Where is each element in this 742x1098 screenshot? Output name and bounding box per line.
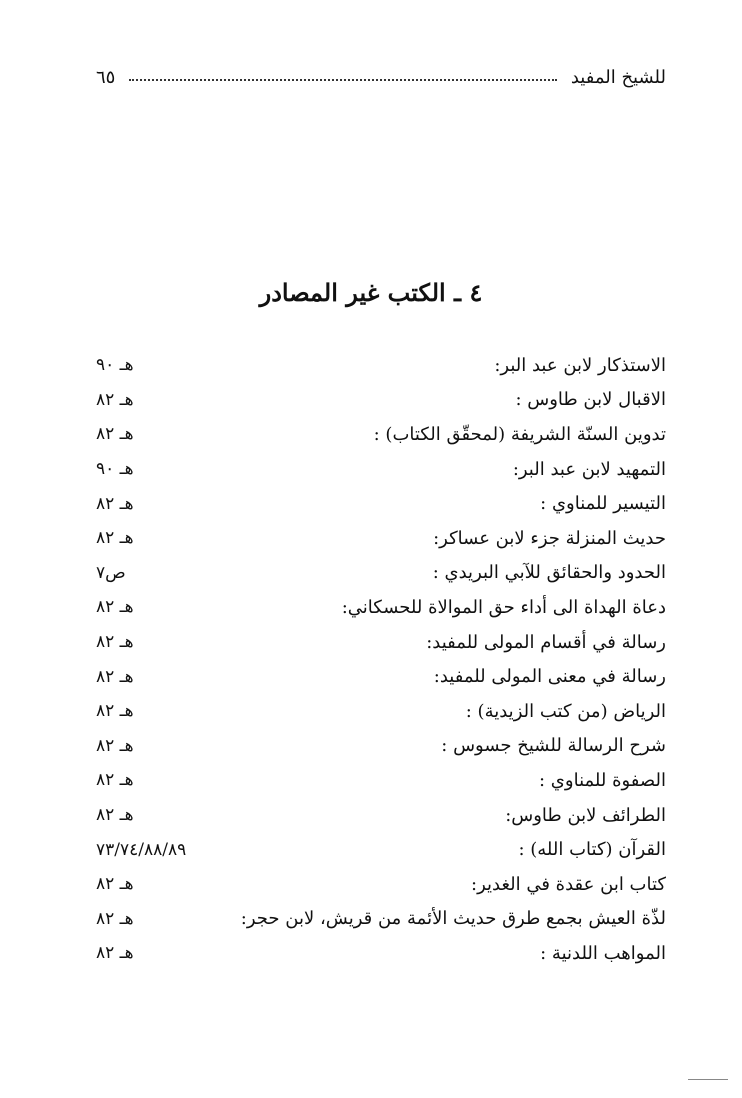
book-title: الرياض (من كتب الزيدية) : [465,700,666,722]
list-item [96,763,666,798]
page-reference: هـ ٨٢ [96,389,134,410]
book-title: كتاب ابن عقدة في الغدير: [471,873,666,895]
page-reference: هـ ٩٠ [96,355,134,376]
list-item [96,452,666,487]
dot-leader [129,79,557,81]
book-list [96,348,666,971]
book-title: الحدود والحقائق للآبي البريدي : [432,562,666,584]
running-header [96,62,666,92]
list-item [96,625,666,660]
page-reference: هـ ٨٢ [96,770,134,791]
page-edge-rule [688,1079,728,1080]
book-title: التيسير للمناوي : [540,493,666,515]
list-item [96,590,666,625]
list-item [96,798,666,833]
running-title: للشيخ المفيد [570,66,666,88]
page-reference: ٧٣/٧٤/٨٨/٨٩ [96,839,187,860]
page-reference: هـ ٨٢ [96,528,134,549]
list-item [96,417,666,452]
book-title: رسالة في أقسام المولى للمفيد: [426,631,666,653]
page-reference: هـ ٨٢ [96,805,134,826]
page-reference: هـ ٩٠ [96,459,134,480]
list-item [96,556,666,591]
list-item [96,659,666,694]
book-title: القرآن (كتاب الله) : [518,839,666,861]
list-item [96,936,666,971]
book-title: حديث المنزلة جزء لابن عساكر: [433,527,666,549]
book-title: دعاة الهداة الى أداء حق الموالاة للحسكاني: [341,596,666,618]
page-reference: هـ ٨٢ [96,943,134,964]
book-title: المواهب اللدنية : [540,942,666,964]
page-reference: ص٧ [96,562,126,583]
section-heading: ٤ ـ الكتب غير المصادر [259,278,483,307]
list-item [96,694,666,729]
book-title: الطرائف لابن طاوس: [505,804,666,826]
page-number: ٦٥ [96,66,116,88]
list-item [96,902,666,937]
page-reference: هـ ٨٢ [96,701,134,722]
list-item [96,486,666,521]
book-title: الاستذكار لابن عبد البر: [494,354,666,376]
book-title: الصفوة للمناوي : [539,769,666,791]
page-reference: هـ ٨٢ [96,874,134,895]
page-reference: هـ ٨٢ [96,908,134,929]
book-title: تدوين السنّة الشريفة (لمحقّق الكتاب) : [373,423,666,445]
list-item [96,832,666,867]
page-reference: هـ ٨٢ [96,632,134,653]
page-reference: هـ ٨٢ [96,735,134,756]
list-item [96,521,666,556]
book-title: رسالة في معنى المولى للمفيد: [433,666,666,688]
book-title: لذّة العيش بجمع طرق حديث الأئمة من قريش، لابن حجر: [240,908,666,930]
page-reference: هـ ٨٢ [96,597,134,618]
list-item [96,729,666,764]
page-reference: هـ ٨٢ [96,424,134,445]
book-title: الاقبال لابن طاوس : [515,389,666,411]
page-reference: هـ ٨٢ [96,666,134,687]
page-reference: هـ ٨٢ [96,493,134,514]
book-title: شرح الرسالة للشيخ جسوس : [441,735,666,757]
book-title: التمهيد لابن عبد البر: [512,458,666,480]
list-item [96,383,666,418]
list-item [96,348,666,383]
list-item [96,867,666,902]
